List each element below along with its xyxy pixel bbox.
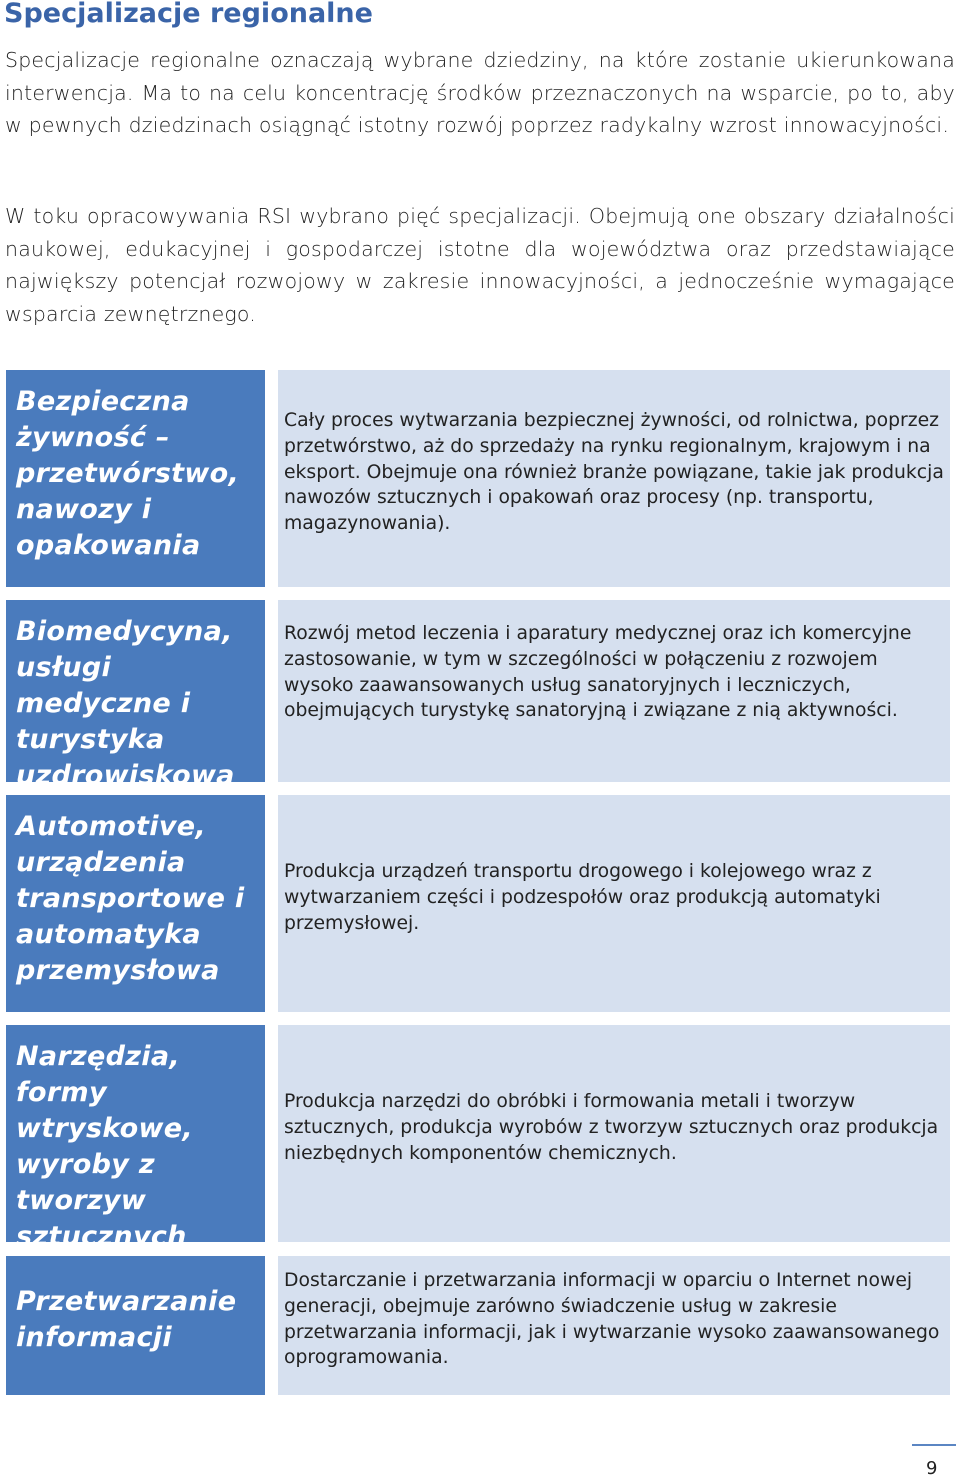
specialization-row bbox=[6, 1256, 950, 1395]
specialization-row bbox=[6, 795, 950, 1012]
specialization-description-cell bbox=[278, 600, 950, 782]
specialization-description: Produkcja urządzeń transportu drogowego i kolejowego wraz z wytwarzaniem części i podzespołów oraz produkcją automatyki przemysłowej. bbox=[284, 861, 881, 934]
specialization-row bbox=[6, 1025, 950, 1252]
specialization-description: Cały proces wytwarzania bezpiecznej żywności, od rolnictwa, poprzez przetwórstwo, aż do sprzedaży na rynku regionalnym, krajowym i na eksport. Obejmuje ona również branże powiązane, takie jak produkcja nawozów sztucznych i opakowań oraz procesy (np. transportu, magazynowania). bbox=[284, 410, 944, 535]
specialization-name: Automotive, urządzenia transportowe i automatyka przemysłowa bbox=[6, 795, 265, 1012]
specialization-description-cell bbox=[278, 1256, 950, 1395]
specialization-row bbox=[6, 370, 950, 587]
specialization-name: Narzędzia, formy wtryskowe, wyroby z tworzyw sztucznych bbox=[6, 1025, 265, 1242]
page-number: 9 bbox=[926, 1458, 938, 1479]
specialization-description: Rozwój metod leczenia i aparatury medycznej oraz ich komercyjne zastosowanie, w tym w szczególności w połączeniu z rozwojem wysoko zaawansowanych usług sanatoryjnych i leczniczych, obejmujących turystykę sanatoryjną i związane z nią aktywności. bbox=[284, 623, 912, 722]
specialization-description-cell bbox=[278, 795, 950, 1012]
specialization-name: Bezpieczna żywność – przetwórstwo, nawozy i opakowania bbox=[6, 370, 265, 587]
specialization-name: Przetwarzanie informacji bbox=[6, 1256, 265, 1395]
specialization-row bbox=[6, 600, 950, 791]
intro-paragraph: Specjalizacje regionalne oznaczają wybrane dziedziny, na które zostanie ukierunkowana interwencja. Ma to na celu koncentrację środków przeznaczonych na wsparcie, po to, aby w pewnych dziedzinach osiągnąć istotny rozwój poprzez radykalny wzrost innowacyjności. bbox=[5, 48, 955, 138]
footer-rule bbox=[912, 1444, 956, 1446]
specialization-description-cell bbox=[278, 370, 950, 587]
specialization-description-cell bbox=[278, 1025, 950, 1242]
selection-paragraph: W toku opracowywania RSI wybrano pięć specjalizacji. Obejmują one obszary działalności naukowej, edukacyjnej i gospodarczej istotne dla województwa oraz przedstawiające największy potencjał rozwojowy w zakresie innowacyjności, a jednocześnie wymagające wsparcia zewnętrznego. bbox=[5, 204, 955, 326]
specialization-description: Dostarczanie i przetwarzania informacji w oparciu o Internet nowej generacji, obejmuje zarówno świadczenie usług w zakresie przetwarzania informacji, jak i wytwarzanie wysoko zaawansowanego oprogramowania. bbox=[284, 1270, 940, 1369]
specialization-description: Produkcja narzędzi do obróbki i formowania metali i tworzyw sztucznych, produkcja wyrobów z tworzyw sztucznych oraz produkcja niezbędnych komponentów chemicznych. bbox=[284, 1091, 939, 1164]
specialization-name: Biomedycyna, usługi medyczne i turystyka uzdrowiskowa bbox=[6, 600, 265, 782]
page-title: Specjalizacje regionalne bbox=[4, 0, 373, 29]
